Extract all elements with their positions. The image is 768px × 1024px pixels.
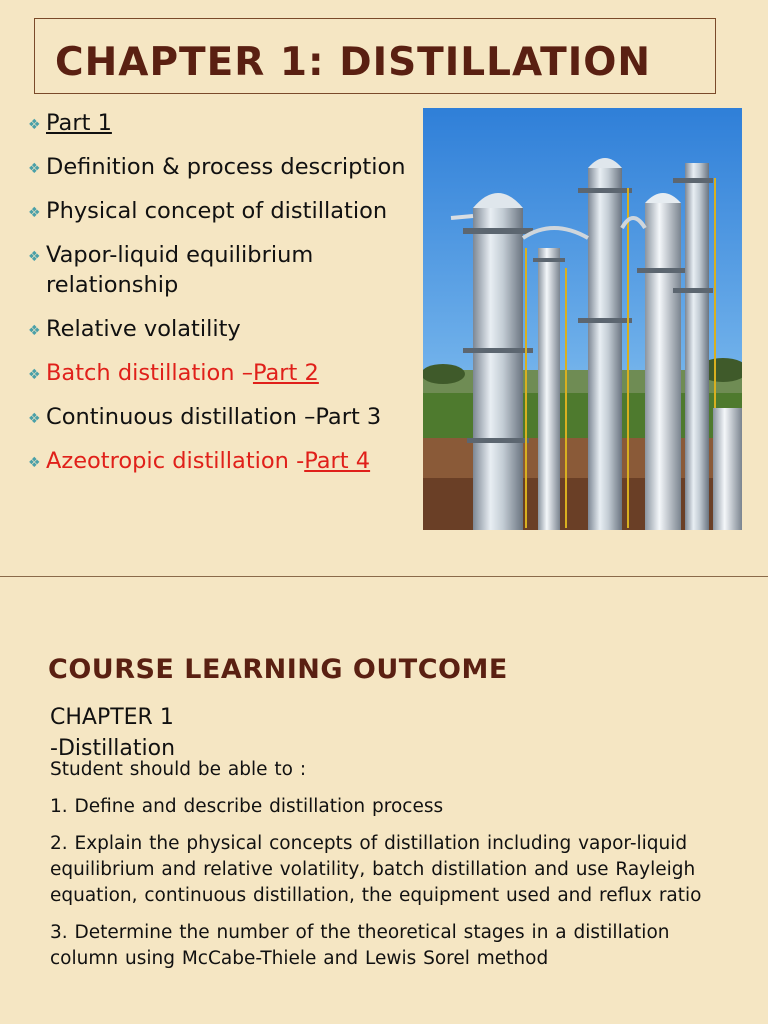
list-item-text: Physical concept of distillation <box>46 198 388 224</box>
diamond-bullet-icon: ❖ <box>28 411 41 427</box>
diamond-bullet-icon: ❖ <box>28 367 41 383</box>
list-item <box>28 358 418 388</box>
list-item-text: Definition & process description <box>46 154 406 180</box>
part-4-link[interactable]: Part 4 <box>304 448 371 474</box>
list-item[interactable] <box>28 108 418 138</box>
outcome-item: 2. Explain the physical concepts of distillation including vapor-liquid equilibrium and relative volatility, batch distillation and use Rayleigh equation, continuous distillation, the equipment used and reflux ratio <box>50 833 702 906</box>
chapter-topic: -Distillation <box>50 736 176 761</box>
chapter-label: CHAPTER 1 <box>50 705 174 730</box>
slide-title: CHAPTER 1: DISTILLATION <box>55 40 652 85</box>
list-item <box>28 314 418 344</box>
list-item-text: Relative volatility <box>46 316 241 342</box>
part-2-link[interactable]: Part 2 <box>252 360 319 386</box>
diamond-bullet-icon: ❖ <box>28 455 41 471</box>
diamond-bullet-icon: ❖ <box>28 117 41 133</box>
list-item <box>28 152 418 182</box>
part-1-link[interactable]: Part 1 <box>46 110 112 136</box>
outcome-item: 1. Define and describe distillation process <box>50 796 444 817</box>
intro-text: Student should be able to : <box>50 759 307 780</box>
topic-list <box>28 108 418 490</box>
list-item <box>28 196 418 226</box>
diamond-bullet-icon: ❖ <box>28 323 41 339</box>
section-title: COURSE LEARNING OUTCOME <box>48 654 508 685</box>
diamond-bullet-icon: ❖ <box>28 205 41 221</box>
list-item <box>28 402 418 432</box>
list-item-text: Vapor-liquid equilibrium relationship <box>46 242 314 298</box>
list-item-text: Continuous distillation –Part 3 <box>46 404 382 430</box>
slide-course-learning-outcome <box>0 576 768 1024</box>
diamond-bullet-icon: ❖ <box>28 249 41 265</box>
distillation-columns-photo <box>423 108 742 530</box>
chapter-subtitle <box>50 702 270 764</box>
list-item-text: Azeotropic distillation - <box>46 448 305 474</box>
diamond-bullet-icon: ❖ <box>28 161 41 177</box>
list-item <box>28 446 418 476</box>
outcome-list <box>50 757 720 983</box>
list-item <box>28 240 418 300</box>
list-item-text: Batch distillation – <box>46 360 253 386</box>
outcome-item: 3. Determine the number of the theoretical stages in a distillation column using McCabe-Thiele and Lewis Sorel method <box>50 922 670 969</box>
